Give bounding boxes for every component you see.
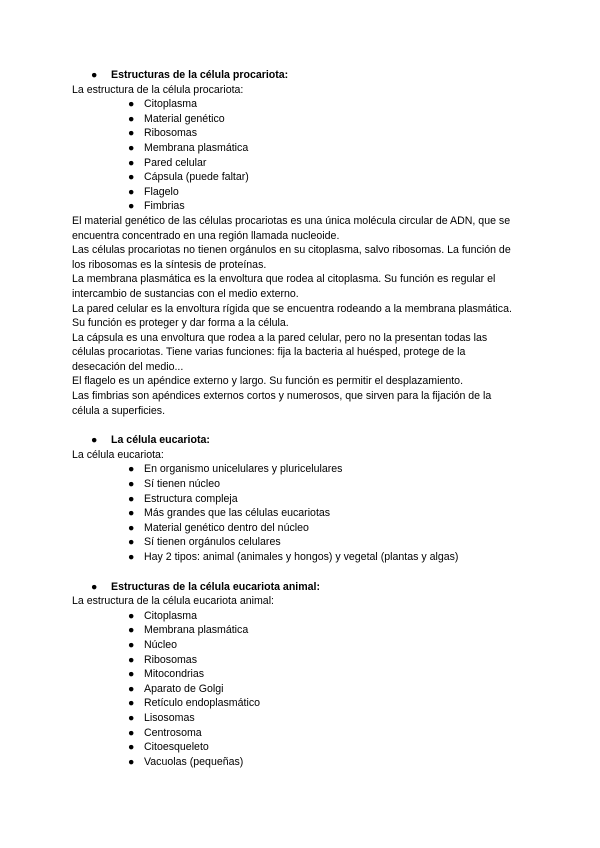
list-item: ● Hay 2 tipos: animal (animales y hongos) y vegetal (plantas y algas): [128, 551, 459, 563]
bullet-icon: ●: [128, 624, 135, 637]
bullet-icon: ●: [128, 507, 135, 520]
list-item: ● Citoplasma: [128, 609, 197, 622]
list-item: ● Flagelo: [128, 185, 179, 198]
bullet-icon: ●: [128, 726, 135, 739]
bullet-icon: ●: [91, 580, 98, 593]
bullet-icon: ●: [128, 478, 135, 491]
bullet-icon: ●: [128, 98, 135, 111]
list-item: ● Estructura compleja: [128, 492, 238, 505]
paragraph-membrana: La membrana plasmática es la envoltura que rodea al citoplasma. Su función es regular el intercambio de sustancias con el medio externo.: [72, 273, 496, 300]
bullet-icon: ●: [128, 521, 135, 534]
bullet-icon: ●: [128, 638, 135, 651]
list-item: ● Más grandes que las células eucariotas: [128, 507, 331, 520]
bullet-icon: ●: [128, 200, 135, 213]
list-item: ● Ribosomas: [128, 653, 197, 666]
list-item: ● Membrana plasmática: [128, 624, 249, 637]
bullet-icon: ●: [128, 156, 135, 169]
section-intro: La célula eucariota:: [72, 448, 164, 461]
list-item: ● Lisosomas: [128, 711, 195, 724]
bullet-icon: ●: [91, 69, 98, 81]
bullet-icon: ●: [128, 653, 135, 666]
paragraph-capsula: La cápsula es una envoltura que rodea a la pared celular, pero no la presentan todas las células procariotas. Tiene varias funciones: fija la bacteria al huésped, protege de la desecación del medio...: [72, 331, 488, 373]
bullet-icon: ●: [128, 609, 135, 622]
bullet-icon: ●: [128, 668, 135, 681]
bullet-icon: ●: [128, 171, 135, 184]
section-heading-eucariota-animal: [72, 580, 520, 595]
list-item: ● Material genético: [128, 112, 225, 125]
paragraph-flagelo: El flagelo es un apéndice externo y largo. Su función es permitir el desplazamiento.: [72, 375, 464, 388]
bullet-icon: ●: [128, 127, 135, 140]
list-item: ● Citoplasma: [128, 98, 197, 111]
section-heading-eucariota: [72, 433, 520, 448]
bullet-icon: ●: [91, 434, 98, 447]
bullet-icon: ●: [128, 492, 135, 505]
list-item: ● Retículo endoplasmático: [128, 697, 261, 710]
bullet-icon: ●: [128, 697, 135, 710]
list-item: ● Vacuolas (pequeñas): [128, 755, 244, 768]
list-item: ● Material genético dentro del núcleo: [128, 521, 309, 534]
heading-text: Estructuras de la célula eucariota animal:: [111, 580, 321, 593]
paragraph-fimbrias: Las fimbrias son apéndices externos cortos y numerosos, que sirven para la fijación de la célula a superficies.: [72, 390, 492, 417]
bullet-list-procariota: [72, 97, 520, 214]
list-item: ● Pared celular: [128, 156, 207, 169]
list-item: ● Fimbrias: [128, 200, 185, 213]
bullet-icon: ●: [128, 536, 135, 549]
heading-text: Estructuras de la célula procariota:: [111, 69, 289, 81]
bullet-icon: ●: [128, 185, 135, 198]
list-item: ● Sí tienen núcleo: [128, 478, 220, 491]
bullet-icon: ●: [128, 711, 135, 724]
paragraph-material-genetico: El material genético de las células procariotas es una única molécula circular de ADN, que se encuentra concentrado en una región llamada nucleoide.: [72, 214, 511, 242]
bullet-list-eucariota: [72, 462, 520, 564]
paragraph-pared: La pared celular es la envoltura rígida que se encuentra rodeando a la membrana plasmática. Su función es proteger y dar forma a la célula.: [72, 302, 512, 330]
document-page: [72, 68, 520, 769]
list-item: ● Núcleo: [128, 638, 177, 651]
list-item: ● Sí tienen orgánulos celulares: [128, 536, 281, 549]
bullet-icon: ●: [128, 682, 135, 695]
bullet-icon: ●: [128, 755, 135, 768]
bullet-icon: ●: [128, 741, 135, 754]
spacer: [72, 565, 520, 580]
bullet-icon: ●: [128, 551, 135, 563]
list-item: ● Citoesqueleto: [128, 741, 209, 754]
list-item: ● Membrana plasmática: [128, 141, 249, 154]
list-item: ● Aparato de Golgi: [128, 682, 224, 695]
list-item: ● Mitocondrias: [128, 668, 205, 681]
list-item: ● Cápsula (puede faltar): [128, 171, 249, 184]
bullet-icon: ●: [128, 112, 135, 125]
section-heading-procariota: [72, 68, 520, 83]
list-item: ● Centrosoma: [128, 726, 202, 739]
heading-text: La célula eucariota:: [111, 434, 210, 447]
section-intro: La estructura de la célula eucariota animal:: [72, 595, 274, 608]
list-item: ● Ribosomas: [128, 127, 197, 140]
bullet-list-eucariota-animal: [72, 609, 520, 770]
paragraph-ribosomas: Las células procariotas no tienen orgánulos en su citoplasma, salvo ribosomas. La función de los ribosomas es la síntesis de proteínas.: [72, 244, 511, 271]
list-item: ● En organismo unicelulares y pluricelulares: [128, 463, 343, 476]
bullet-icon: ●: [128, 463, 135, 476]
section-intro: La estructura de la célula procariota:: [72, 83, 244, 96]
bullet-icon: ●: [128, 141, 135, 154]
spacer: [72, 418, 520, 433]
